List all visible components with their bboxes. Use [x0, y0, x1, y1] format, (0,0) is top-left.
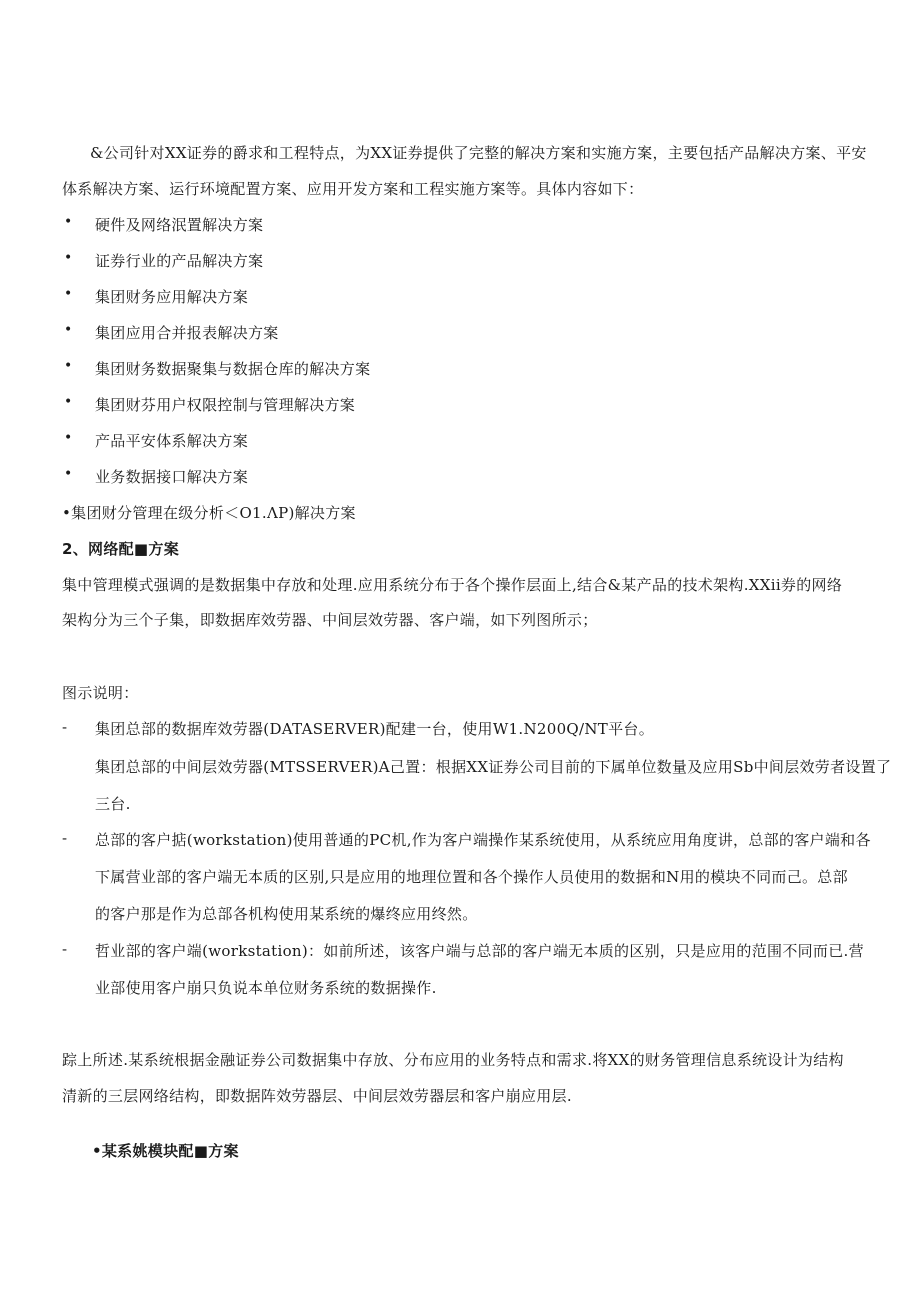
list-item-text: 业务数据接口解决方案: [95, 468, 249, 486]
legend-item-workstation-line-1: 总部的客户掂(workstation)使用普通的PC机,作为客户端操作某系统使用，从系统应用角度讲，总部的客户端和各: [95, 831, 871, 849]
dash-marker: -: [62, 940, 68, 958]
legend-item-dataserver: 集团总部的数据库效劳器(DATASERVER)配建一台，使用W1.N200Q/NT平台。: [95, 720, 654, 738]
list-item-text: 产品平安体系解决方案: [95, 432, 249, 450]
summary-paragraph-line-2: 清新的三层网络结构，即数据阵效劳器层、中间层效劳器层和客户崩应用层.: [62, 1087, 572, 1105]
legend-item-branch-line-1: 哲业部的客户端(workstation)：如前所述，该客户端与总部的客户端无本质的区别，只是应用的范围不同而已.营: [95, 942, 864, 960]
section-heading-network: 2、网络配■方案: [62, 540, 180, 558]
list-item-text: 集团财芬用户权限控制与管理解决方案: [95, 396, 356, 414]
bullet-marker: •: [64, 466, 73, 482]
dash-marker: -: [62, 718, 68, 736]
bullet-marker: •: [64, 358, 73, 374]
list-item-text: 集团财务应用解决方案: [95, 288, 249, 306]
bullet-marker: •: [64, 250, 73, 266]
bullet-marker: •: [64, 286, 73, 302]
list-item-olap: •集团财分管理在级分析＜O1.ΛP)解决方案: [62, 504, 356, 522]
bullet-marker: •: [64, 322, 73, 338]
section-heading-modules: •某系姚模块配■方案: [92, 1142, 239, 1160]
legend-item-mtsserver-line-2: 三台.: [95, 795, 131, 813]
legend-item-workstation-line-3: 的客户那是作为总部各机构使用某系统的爆终应用终然。: [95, 905, 478, 923]
bullet-marker: •: [64, 430, 73, 446]
list-item-text: 硬件及网络泯置解决方案: [95, 216, 264, 234]
legend-title: 图示说明：: [62, 684, 139, 702]
bullet-marker: •: [64, 214, 73, 230]
bullet-marker: •: [64, 394, 73, 410]
legend-item-workstation-line-2: 下属营业部的客户端无本质的区别,只是应用的地理位置和各个操作人员使用的数据和N用的模块不同而己。总部: [95, 868, 848, 886]
dash-marker: -: [62, 829, 68, 847]
summary-paragraph-line-1: 踪上所述.某系统根据金融证券公司数据集中存放、分布应用的业务特点和需求.将XX的财务管理信息系统设计为结构: [62, 1051, 844, 1069]
list-item-text: 集团财务数据聚集与数据仓库的解决方案: [95, 360, 371, 378]
legend-item-mtsserver-line-1: 集团总部的中间层效劳器(MTSSERVER)A己置：根据XX证券公司目前的下属单位数量及应用Sb中间层效劳者设置了: [95, 758, 892, 776]
intro-paragraph-line-2: 体系解决方案、运行环境配置方案、应用开发方案和工程实施方案等。具体内容如下：: [62, 180, 644, 198]
legend-item-branch-line-2: 业部使用客户崩只负说本单位财务系统的数据操作.: [95, 979, 437, 997]
network-paragraph-line-1: 集中管理模式强调的是数据集中存放和处理.应用系统分布于各个操作层面上,结合&某产品的技术架构.XXii券的网络: [62, 576, 843, 594]
list-item-text: 证券行业的产品解决方案: [95, 252, 264, 270]
network-paragraph-line-2: 架构分为三个子集，即数据库效劳器、中间层效劳器、客户端，如下列图所示；: [62, 611, 598, 629]
intro-paragraph-line-1: &公司针对XX证券的爵求和工程特点，为XX证券提供了完整的解决方案和实施方案，主要包括产品解决方案、平安: [90, 144, 867, 162]
list-item-text: 集团应用合并报表解决方案: [95, 324, 279, 342]
